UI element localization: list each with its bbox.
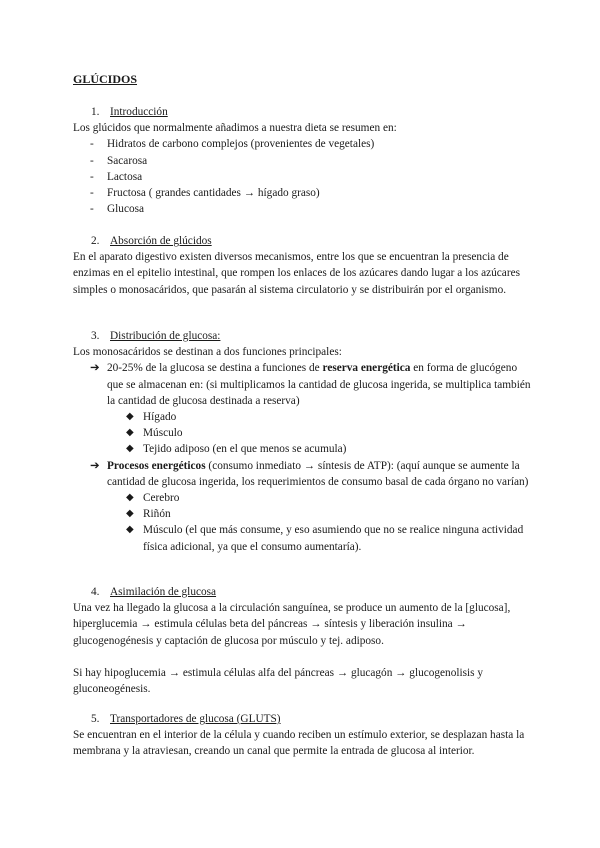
section-introduccion	[73, 104, 535, 217]
diamond-icon: ◆	[126, 427, 134, 439]
list-item: ◆ Riñón	[73, 506, 535, 522]
section-transportadores	[73, 711, 535, 760]
section-asimilacion	[73, 584, 535, 697]
dash-list	[73, 136, 535, 217]
section-heading: 3. Distribución de glucosa:	[91, 330, 221, 342]
diamond-icon: ◆	[126, 411, 134, 423]
paragraph: En el aparato digestivo existen diversos mecanismos, entre los que se encuentran la presencia de enzimas en el epitelio intestinal, que rompen los enlaces de los azúcares dando lugar a los azúcares simples o monosacáridos, que pasarán al sistema circulatorio y se distribuirán por el organismo.	[73, 251, 520, 296]
list-item: ◆ Cerebro	[73, 490, 535, 506]
diamond-icon: ◆	[126, 524, 134, 536]
list-item: - Sacarosa	[90, 154, 148, 167]
list-item: - Fructosa ( grandes cantidades → hígado graso)	[90, 187, 320, 200]
list-item: ◆ Hígado	[73, 409, 535, 425]
section-heading: 2. Absorción de glúcidos	[91, 235, 212, 247]
paragraph: Una vez ha llegado la glucosa a la circulación sanguínea, se produce un aumento de la [glucosa], hiperglucemia → estimula células beta del páncreas → síntesis y liberación insulina → glucogenogénesis y captación de glucosa por músculo y tej. adiposo.	[73, 602, 511, 647]
paragraph: Si hay hipoglucemia → estimula células alfa del páncreas → glucagón → glucogenolisis y gluconeogénesis.	[73, 666, 484, 696]
page-title: GLÚCIDOS	[73, 72, 138, 86]
paragraph: Se encuentran en el interior de la célula y cuando reciben un estímulo exterior, se desplazan hasta la membrana y la atraviesan, creando un canal que permite la entrada de glucosa al interior.	[73, 729, 525, 758]
list-item: - Hidratos de carbono complejos (provenientes de vegetales)	[90, 138, 375, 151]
arrow-item-reserva: ➔ 20-25% de la glucosa se destina a funciones de reserva energética en forma de glucógeno que se almacenan en: (si multiplicamos la cantidad de glucosa ingerida, se multiplica también la cantidad de glucosa destinada a reserva)	[73, 360, 535, 409]
section-heading: 4. Asimilación de glucosa	[91, 586, 217, 598]
paragraph: Los monosacáridos se destinan a dos funciones principales:	[73, 346, 342, 359]
diamond-icon: ◆	[126, 443, 134, 455]
list-item: - Glucosa	[90, 203, 145, 216]
section-absorcion	[73, 233, 535, 298]
list-item: ◆ Músculo	[73, 425, 535, 441]
list-item: - Lactosa	[90, 170, 143, 183]
diamond-icon: ◆	[126, 508, 134, 520]
arrow-icon: ➔	[90, 459, 100, 472]
section-heading: 1. Introducción	[91, 106, 168, 118]
list-item: ◆ Tejido adiposo (en el que menos se acumula)	[73, 441, 535, 457]
diamond-icon: ◆	[126, 492, 134, 504]
arrow-icon: ➔	[90, 362, 100, 375]
list-item: ◆ Músculo (el que más consume, y eso asumiendo que no se realice ninguna actividad física adicional, ya que el consumo aumentaría).	[73, 522, 535, 554]
paragraph: Los glúcidos que normalmente añadimos a nuestra dieta se resumen en:	[73, 122, 397, 135]
arrow-item-procesos: ➔ Procesos energéticos (consumo inmediato → síntesis de ATP): (aquí aunque se aumente la cantidad de glucosa ingerida, los requerimientos de consumo basal de cada órgano no varían)	[73, 458, 535, 490]
section-distribucion	[73, 328, 535, 555]
section-heading: 5. Transportadores de glucosa (GLUTS)	[91, 713, 281, 725]
diamond-list	[73, 490, 535, 555]
diamond-list	[73, 409, 535, 458]
